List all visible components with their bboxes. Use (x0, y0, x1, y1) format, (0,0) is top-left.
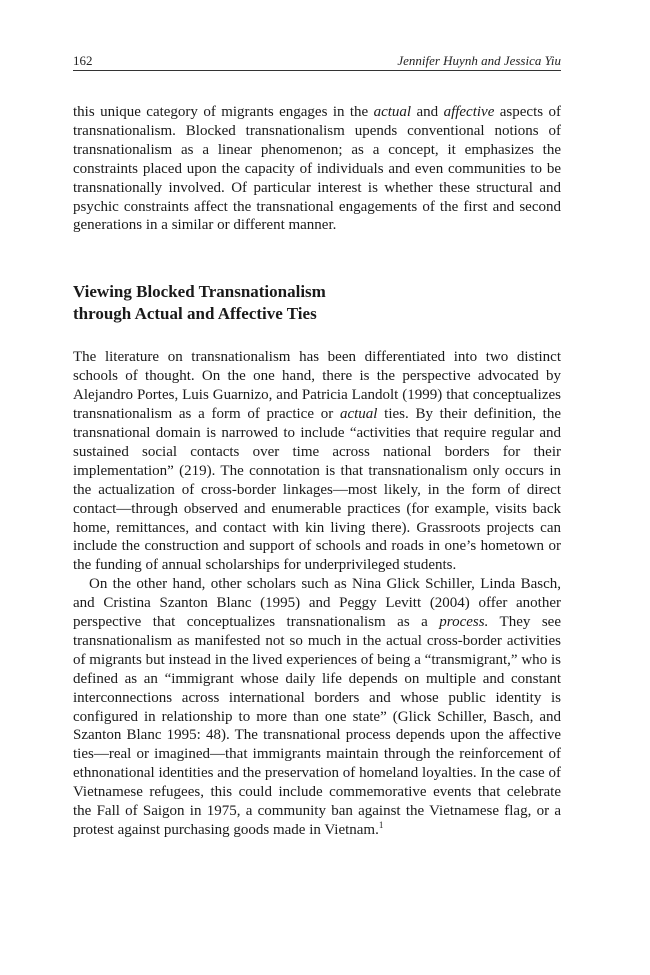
paragraph-1-text: aspects of transnationalism. Blocked transnationalism upends conventional notions of transnationalism as a linear phenomenon; as a concept, it emphasizes the constraints placed upon the capacity of individuals and even communities to be transnationally involved. Of particular interest is whether these structural and psychic constraints affect the transnational engagements of the first and second generations in a similar or different manner. (73, 104, 561, 234)
section-heading-line-1: Viewing Blocked Transnationalism (73, 282, 326, 302)
emphasis-affective: affective (443, 104, 495, 120)
page-number: 162 (73, 53, 93, 68)
emphasis-actual: actual (339, 406, 378, 423)
paragraph-1 (73, 103, 561, 235)
paragraph-3-text: On the other hand, other scholars such as Nina Glick Schiller, Linda Basch, and Cristina Szanton Blanc (1995) and Peggy Levitt (2004) offer another perspective that conceptualizes transnationalism as a (73, 576, 561, 631)
running-head: Jennifer Huynh and Jessica Yiu (397, 53, 561, 68)
paragraph-3-text: They see transnationalism as manifested not so much in the actual cross-border activities of migrants but instead in the lived experiences of being a “transmigrant,” who is defined as an “immigrant whose daily life depends on multiple and constant interconnections across international borders and whose public identity is configured in relationship to more than one state” (Glick Schiller, Basch, and Szanton Blanc 1995: 48). The transnational process depends upon the affective ties—real or imagined—that immigrants maintain through the reinforcement of ethnonational identities and the preservation of homeland loyalties. In the case of Vietnamese refugees, this could include commemorative events that celebrate the Fall of Saigon in 1975, a community ban against the Vietnamese flag, or a protest against purchasing goods made in Vietnam. (73, 614, 561, 838)
page-body (73, 103, 561, 840)
page-header (73, 53, 561, 69)
footnote-marker[interactable]: 1 (378, 820, 384, 830)
section-heading-line-2: through Actual and Affective Ties (73, 304, 317, 324)
emphasis-actual: actual (373, 104, 412, 120)
paragraph-1-text: and (411, 104, 444, 120)
emphasis-process: process. (439, 614, 489, 631)
paragraph-3 (73, 575, 561, 840)
paragraph-2-text: ties. By their definition, the transnational domain is narrowed to include “activities that require regular and sustained social contacts over time across national borders for their implementation” (219). The connotation is that transnationalism only occurs in the actualization of cross-border linkages—most likely, in the form of direct contact—through observed and enumerable practices (for example, visits back home, remittances, and contact with kin living there). Grassroots projects can include the construction and support of schools and roads in one’s hometown or the funding of annual scholarships for underprivileged students. (73, 406, 561, 574)
paragraph-2 (73, 348, 561, 575)
book-page (73, 0, 561, 975)
header-rule (73, 70, 561, 71)
paragraph-2-text: The literature on transnationalism has been differentiated into two distinct schools of thought. On the one hand, there is the perspective advocated by Alejandro Portes, Luis Guarnizo, and Patricia Landolt (1999) that conceptualizes transnationalism as a form of practice or (73, 349, 561, 423)
paragraph-1-text: this unique category of migrants engages in the (73, 104, 374, 120)
section-heading (73, 281, 561, 325)
